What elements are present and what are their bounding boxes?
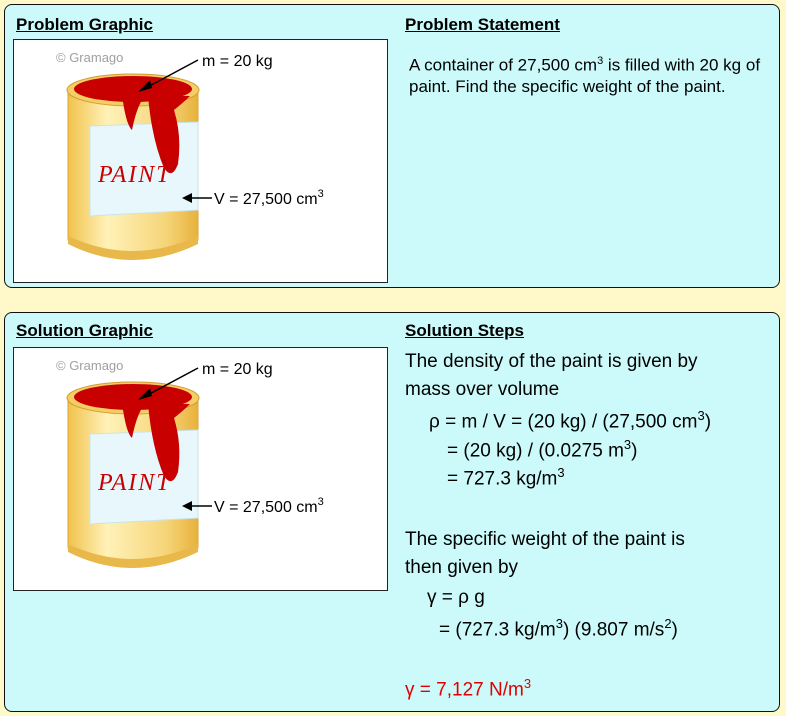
density-equation-step-2: = (20 kg) / (0.0275 $m^3$): [447, 437, 638, 462]
paint-can-illustration-solution: [14, 348, 388, 591]
density-equation: ρ = m / V = (20 kg) / (27,500 $cm^3$): [429, 408, 712, 433]
problem-statement-heading: Problem Statement: [405, 15, 560, 34]
step-text-3: The specific weight of the paint is: [405, 529, 685, 550]
final-answer: γ = 7,127 $N/m^3$: [405, 676, 532, 701]
volume-label: V = 27,500 $cm^3$: [214, 496, 324, 516]
step-text-4: then given by: [405, 557, 519, 578]
can-label: PAINT: [98, 470, 172, 496]
problem-statement-text: A container of 27,500 $cm^3$ is filled with 20 kg of paint. Find the specific weight of the paint.: [409, 55, 761, 96]
solution-steps-heading: Solution Steps: [405, 321, 524, 340]
paint-can-illustration: [14, 40, 388, 283]
mass-label: m = 20 kg: [202, 361, 273, 378]
problem-graphic: [13, 39, 388, 283]
problem-panel: [4, 4, 780, 288]
solution-graphic-heading: Solution Graphic: [16, 321, 153, 340]
specific-weight-substitution: = (727.3 $kg/m^3$) (9.807 $m/s^2$): [439, 616, 678, 641]
volume-label: V = 27,500 $cm^3$: [214, 188, 324, 208]
solution-panel: [4, 312, 780, 712]
step-text-2: mass over volume: [405, 379, 560, 400]
copyright-text: © Gramago: [56, 358, 124, 373]
step-text-1: The density of the paint is given by: [405, 351, 698, 372]
mass-label: m = 20 kg: [202, 53, 273, 70]
problem-graphic-heading: Problem Graphic: [16, 15, 153, 34]
density-result: = 727.3 $kg/m^3$: [447, 465, 565, 490]
specific-weight-equation: γ = ρ g: [427, 587, 485, 608]
copyright-text: © Gramago: [56, 50, 124, 65]
can-label: PAINT: [98, 162, 172, 188]
solution-graphic: [13, 347, 388, 591]
